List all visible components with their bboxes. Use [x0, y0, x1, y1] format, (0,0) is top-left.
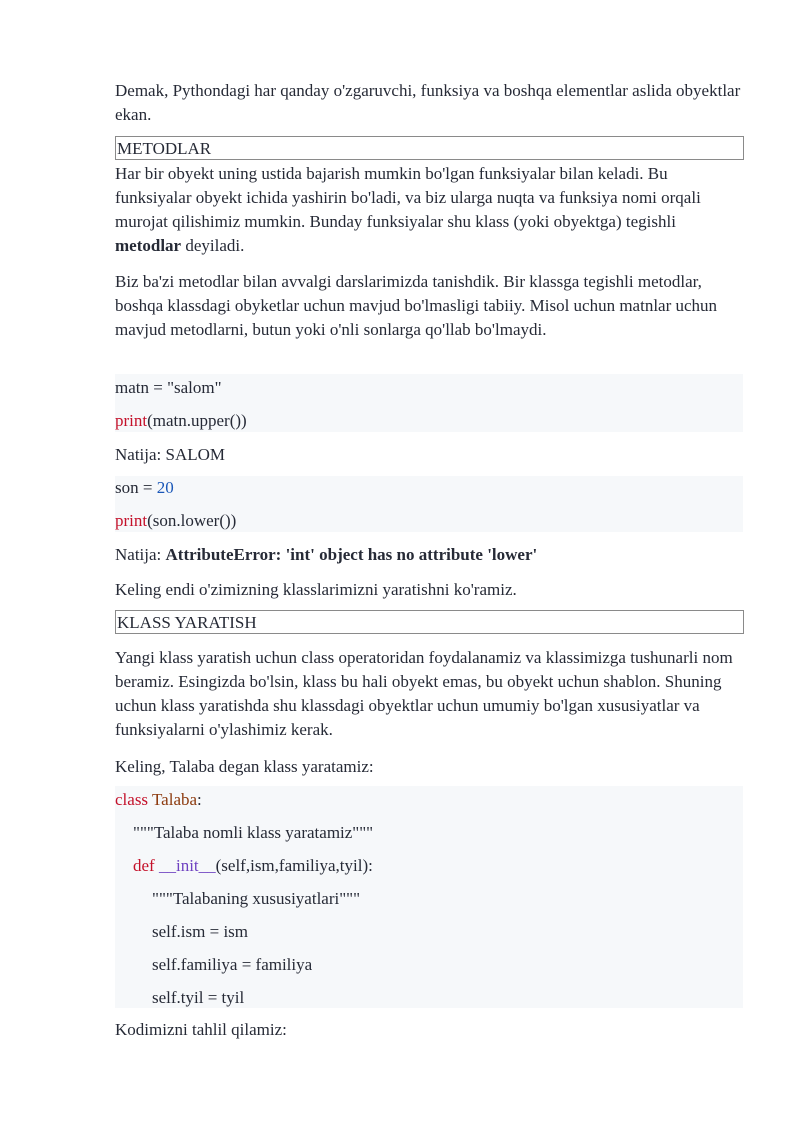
result-1: Natija: SALOM: [115, 445, 226, 464]
code-line: self.familiya = familiya: [152, 955, 313, 974]
code-line: self.ism = ism: [152, 922, 249, 941]
code-block-2: [115, 476, 743, 532]
metodlar-paragraph-1: Har bir obyekt uning ustida bajarish mumkin bo'lgan funksiyalar bilan keladi. Bu funksiyalar obyekt ichida yashirin bo'ladi, va biz ularga nuqta va funksiya nomi orqali murojat qilishimiz mumkin. Bunday funksiyalar shu klass (yoki obyektga) tegishli metodlar deyiladi.: [115, 164, 701, 255]
section-heading-klass-yaratish: KLASS YARATISH: [115, 610, 744, 634]
code-line: class Talaba:: [115, 790, 202, 809]
klass-paragraph-1: Yangi klass yaratish uchun class operatoridan foydalanamiz va klassimizga tushunarli nom beramiz. Esingizda bo'lsin, klass bu hali obyekt emas, bu obyekt uchun shablon. Shuning uchun klass yaratishda shu klassdagi obyektlar uchun umumiy bo'lgan xususiyatlar va funksiyalarni o'ylashimiz kerak.: [115, 648, 733, 739]
code-block-1: [115, 374, 743, 432]
code-line: print(matn.upper()): [115, 411, 247, 430]
section-heading-metodlar: METODLAR: [115, 136, 744, 160]
metodlar-bold-term: metodlar: [115, 236, 182, 255]
code-line: print(son.lower()): [115, 511, 237, 530]
code-line: son = 20: [115, 478, 174, 497]
code-block-3: [115, 786, 743, 1008]
metodlar-closing: Keling endi o'zimizning klasslarimizni yaratishni ko'ramiz.: [115, 580, 517, 599]
klass-paragraph-2: Keling, Talaba degan klass yaratamiz:: [115, 757, 374, 776]
intro-paragraph: Demak, Pythondagi har qanday o'zgaruvchi, funksiya va boshqa elementlar aslida obyektlar ekan.: [115, 81, 741, 124]
klass-closing: Kodimizni tahlil qilamiz:: [115, 1020, 287, 1039]
code-line: matn = "salom": [115, 378, 222, 397]
code-line: """Talaba nomli klass yaratamiz""": [133, 823, 374, 842]
code-line: """Talabaning xususiyatlari""": [152, 889, 361, 908]
code-line: def __init__(self,ism,familiya,tyil):: [133, 856, 373, 875]
code-line: self.tyil = tyil: [152, 988, 245, 1007]
metodlar-paragraph-2: Biz ba'zi metodlar bilan avvalgi darslarimizda tanishdik. Bir klassga tegishli metodlar, boshqa klassdagi obyketlar uchun mavjud bo'lmasligi tabiiy. Misol uchun matnlar uchun mavjud metodlarni, butun yoki o'nli sonlarga qo'llab bo'lmaydi.: [115, 272, 718, 339]
result-2: Natija: AttributeError: 'int' object has no attribute 'lower': [115, 545, 538, 564]
